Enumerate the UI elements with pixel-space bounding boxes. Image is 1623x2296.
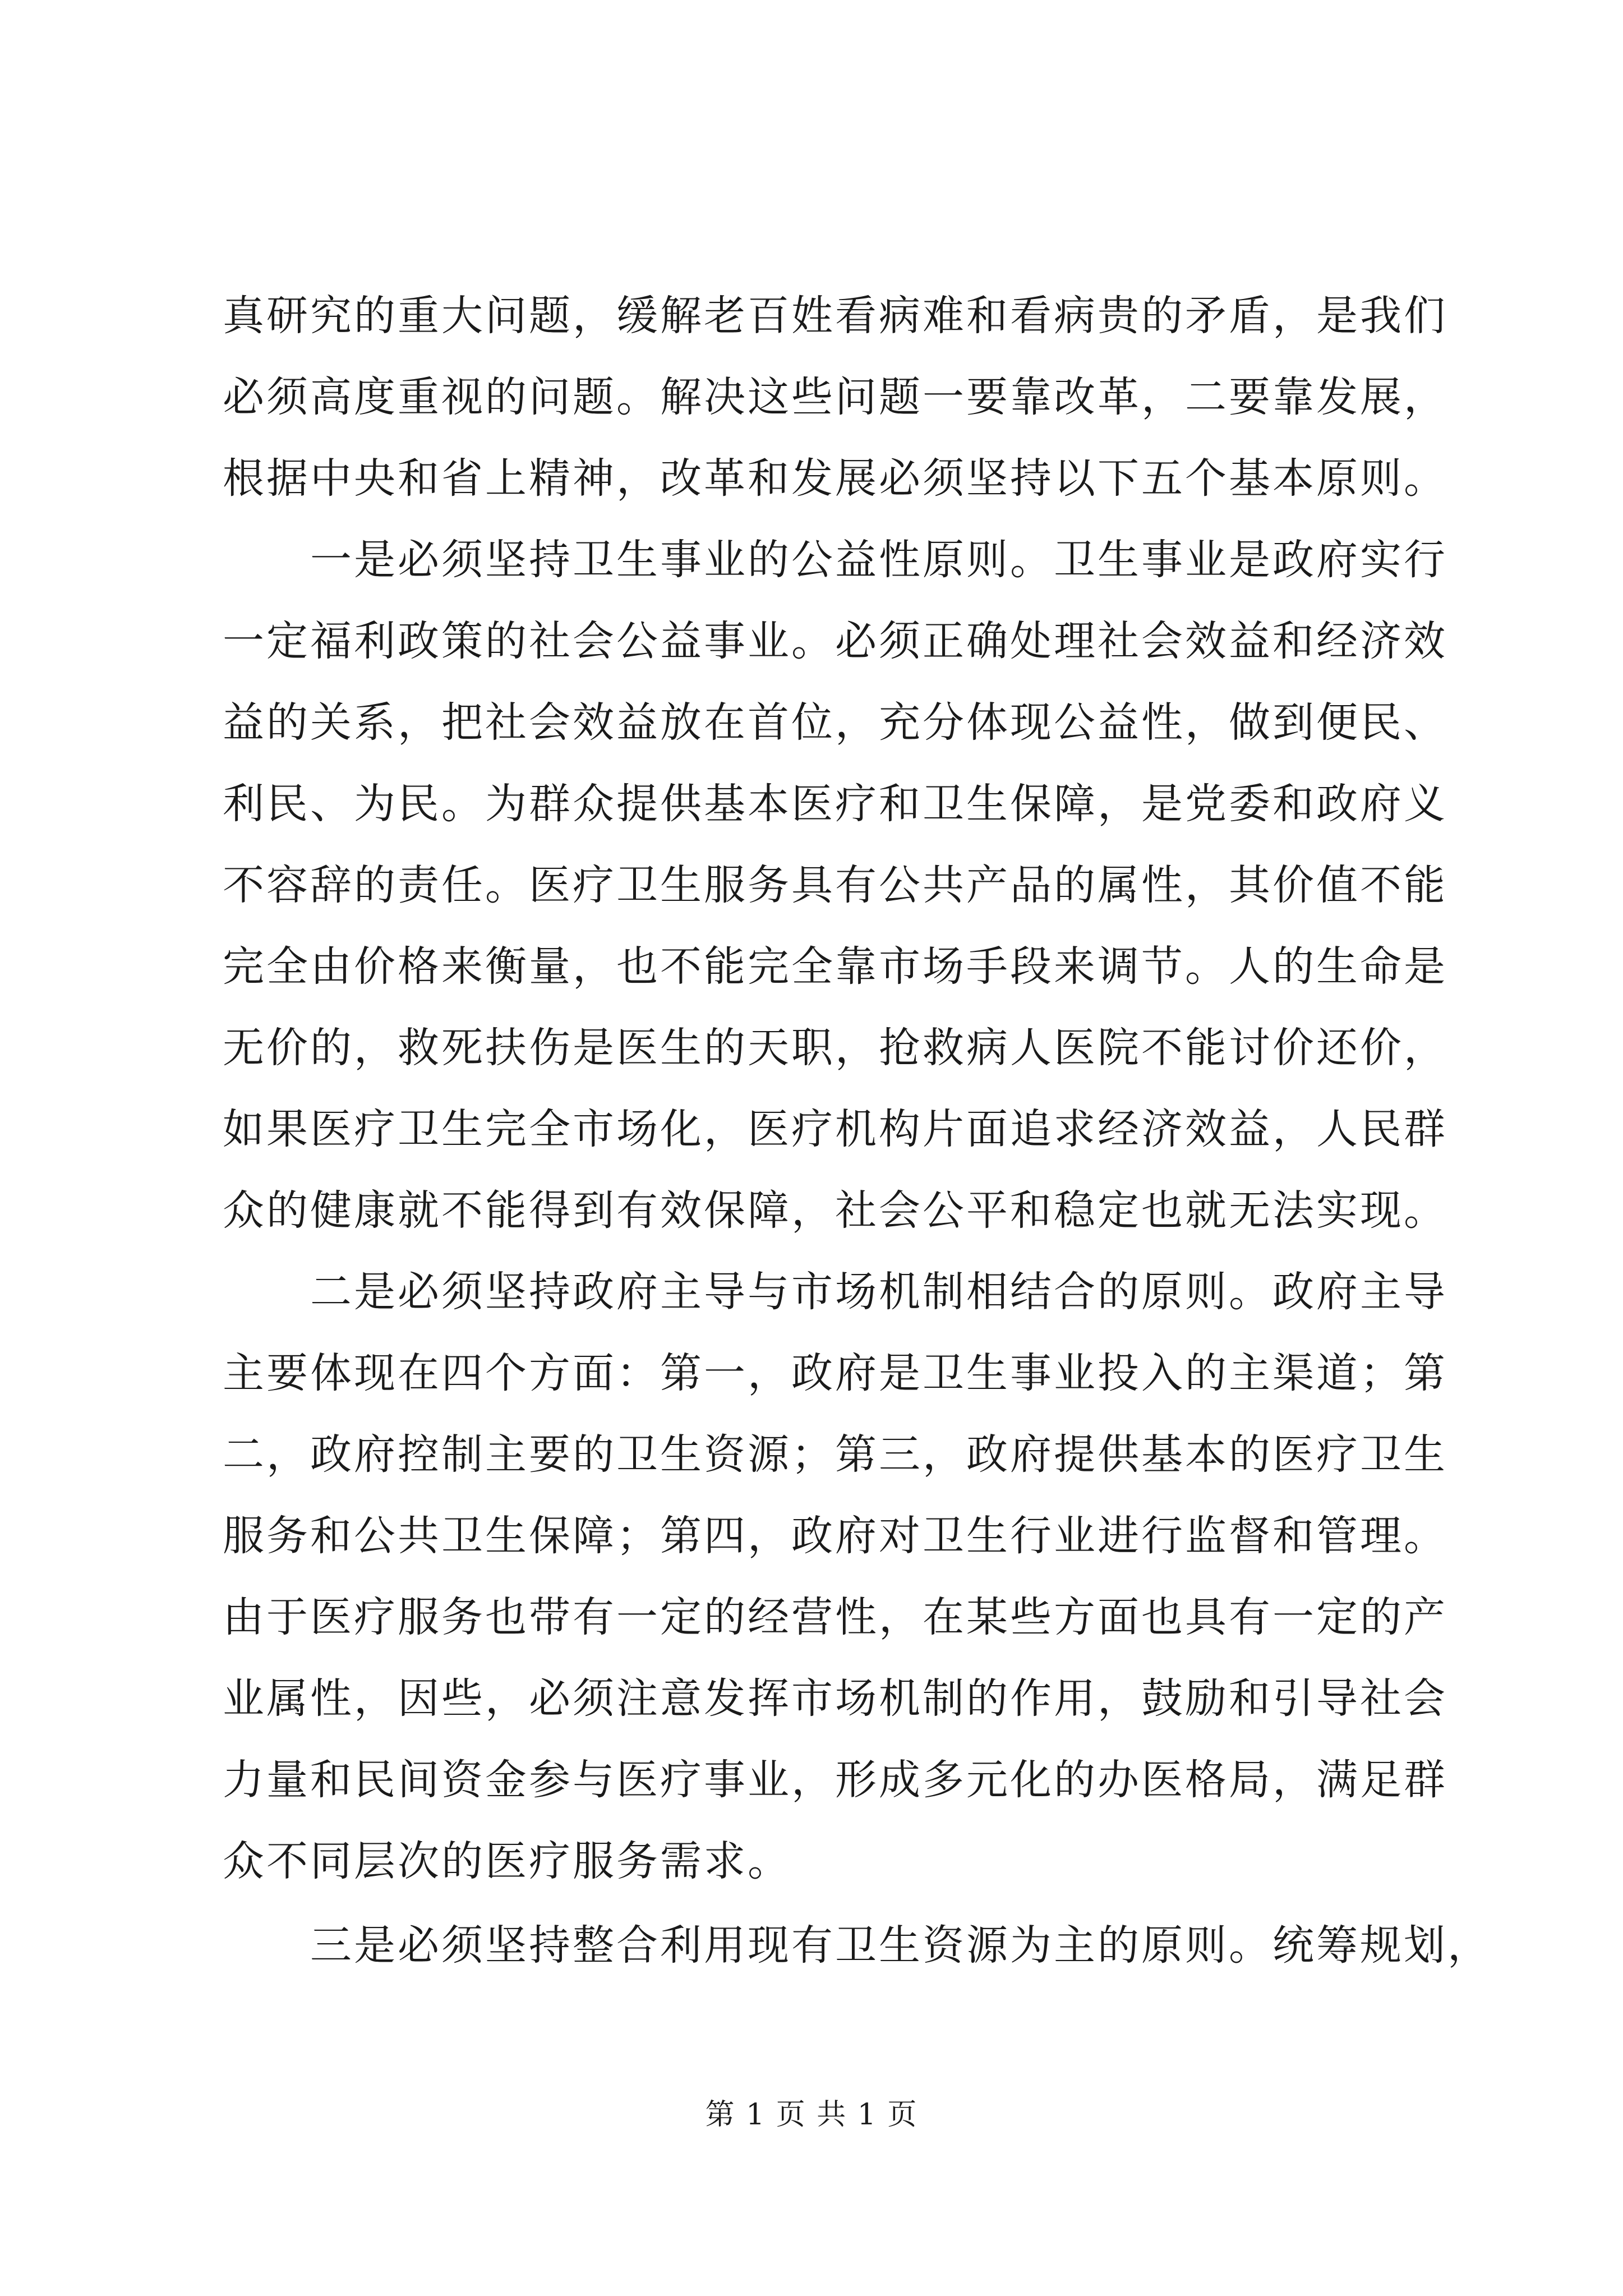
text-line: 如果医疗卫生完全市场化，医疗机构片面追求经济效益，人民群	[223, 1105, 1447, 1153]
text-line: 一是必须坚持卫生事业的公益性原则。卫生事业是政府实行	[223, 536, 1447, 584]
page-footer: 第 1 页 共 1 页	[705, 2098, 918, 2132]
text-line: 业属性，因些，必须注意发挥市场机制的作用，鼓励和引导社会	[223, 1674, 1447, 1723]
text-line: 由于医疗服务也带有一定的经营性，在某些方面也具有一定的产	[223, 1593, 1447, 1641]
text-line: 服务和公共卫生保障；第四，政府对卫生行业进行监督和管理。	[223, 1512, 1447, 1560]
text-line: 真研究的重大问题，缓解老百姓看病难和看病贵的矛盾，是我们	[223, 292, 1447, 340]
text-line: 利民、为民。为群众提供基本医疗和卫生保障，是党委和政府义	[223, 780, 1447, 828]
text-line: 必须高度重视的问题。解决这些问题一要靠改革，二要靠发展，	[223, 373, 1447, 421]
text-line: 根据中央和省上精神，改革和发展必须坚持以下五个基本原则。	[223, 454, 1447, 503]
text-line: 不容辞的责任。医疗卫生服务具有公共产品的属性，其价值不能	[223, 861, 1447, 909]
text-line: 主要体现在四个方面：第一，政府是卫生事业投入的主渠道；第	[223, 1349, 1447, 1397]
text-line: 三是必须坚持整合利用现有卫生资源为主的原则。统筹规划，	[223, 1921, 1491, 1970]
text-line: 众的健康就不能得到有效保障，社会公平和稳定也就无法实现。	[223, 1186, 1447, 1235]
text-line: 一定福利政策的社会公益事业。必须正确处理社会效益和经济效	[223, 617, 1447, 665]
text-line: 完全由价格来衡量，也不能完全靠市场手段来调节。人的生命是	[223, 942, 1447, 991]
text-line: 众不同层次的医疗服务需求。	[223, 1837, 791, 1885]
text-line: 二是必须坚持政府主导与市场机制相结合的原则。政府主导	[223, 1268, 1447, 1316]
text-line: 二，政府控制主要的卫生资源；第三，政府提供基本的医疗卫生	[223, 1430, 1447, 1479]
text-line: 益的关系，把社会效益放在首位，充分体现公益性，做到便民、	[223, 698, 1447, 747]
text-line: 力量和民间资金参与医疗事业，形成多元化的办医格局，满足群	[223, 1756, 1447, 1804]
text-line: 无价的，救死扶伤是医生的天职，抢救病人医院不能讨价还价，	[223, 1024, 1447, 1072]
